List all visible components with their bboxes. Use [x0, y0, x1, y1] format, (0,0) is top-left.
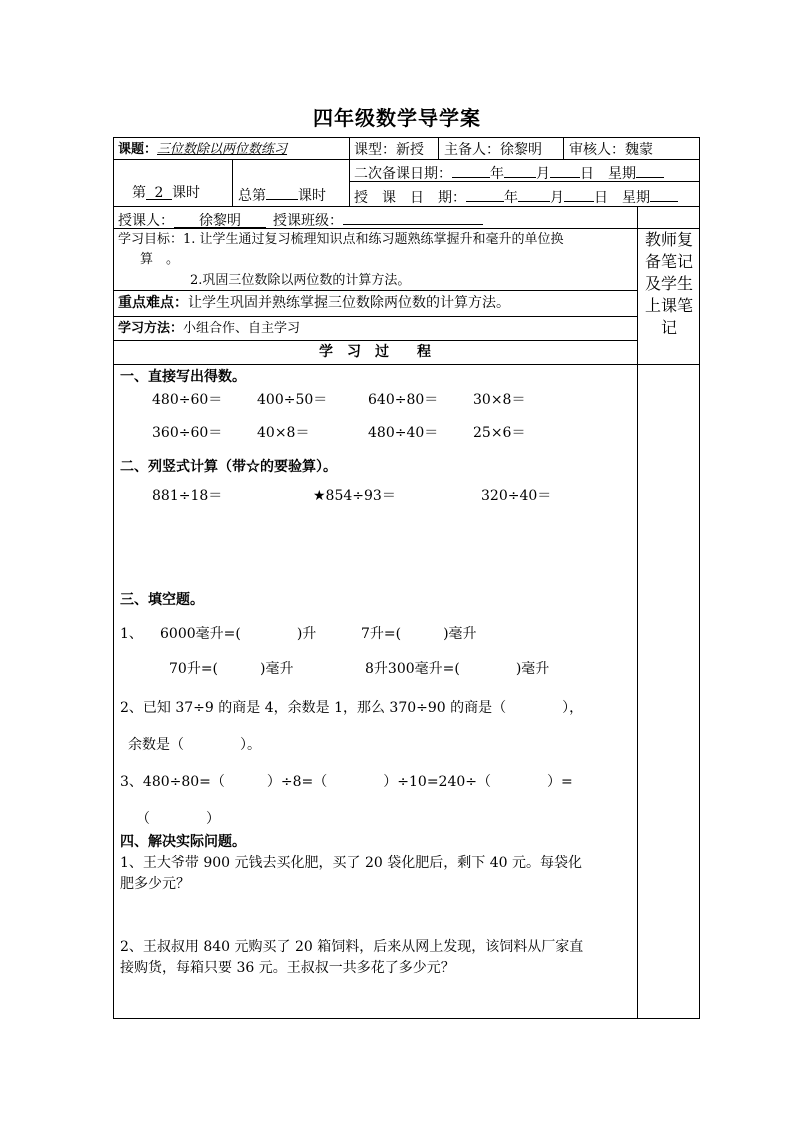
- col-divider: [563, 137, 564, 159]
- second-prep-date: [354, 162, 664, 183]
- row-divider: [113, 159, 700, 160]
- class-blank: [343, 209, 483, 225]
- side-note-line: 备笔记: [644, 252, 693, 271]
- teacher-row: [118, 209, 483, 230]
- fill-blank-item: 6000毫升=( )升: [160, 626, 317, 642]
- topic-label: [118, 141, 287, 159]
- page-title: 四年级数学导学案: [313, 106, 481, 130]
- method-row: [118, 320, 300, 338]
- side-note-line: 记: [660, 318, 677, 337]
- total-blank: [266, 184, 298, 200]
- lesson-num: 2: [146, 184, 172, 200]
- preparer: 主备人：徐黎明: [444, 142, 542, 158]
- month-label: 月: [550, 190, 564, 206]
- teach-date-label: 授 课 日 期：: [354, 190, 466, 206]
- calc-item: 400÷50＝: [257, 392, 328, 408]
- goals-line1: [118, 231, 564, 249]
- fill-question-2: 2、已知 37÷9 的商是 4，余数是 1，那么 370÷90 的商是（ ），: [120, 700, 584, 716]
- day-blank: [564, 186, 594, 202]
- topic-value: 三位数除以两位数练习: [157, 142, 288, 157]
- year-blank: [466, 186, 504, 202]
- day-label: 日: [580, 166, 594, 182]
- vertical-calc-item: ★854÷93＝: [313, 488, 396, 504]
- day-label: 日: [594, 190, 608, 206]
- word-problem-1-cont: 肥多少元？: [120, 876, 190, 892]
- fill-question-3-cont: （ ）: [136, 811, 220, 827]
- teacher-name: 徐黎明: [174, 212, 266, 228]
- second-prep-label: 二次备课日期：: [354, 166, 452, 182]
- week-blank: [636, 162, 664, 178]
- reviewer: 审核人：魏蒙: [569, 142, 653, 158]
- calc-item: 360÷60＝: [152, 425, 223, 441]
- fill-blank-item: 7升=( )毫升: [361, 626, 477, 642]
- week-label: 星期: [622, 190, 650, 206]
- lesson-suffix: 课时: [172, 185, 200, 201]
- year-blank: [452, 162, 490, 178]
- week-label: 星期: [608, 166, 636, 182]
- vertical-calc-item: 881÷18＝: [152, 488, 223, 504]
- calc-item: 480÷60＝: [152, 392, 223, 408]
- worksheet-table: [113, 137, 700, 1019]
- side-note-line: 及学生: [644, 274, 693, 293]
- total-lessons: [238, 184, 326, 205]
- total-suffix: 课时: [298, 188, 326, 204]
- year-label: 年: [490, 166, 504, 182]
- fill-blank-item: 8升300毫升=( )毫升: [365, 661, 550, 677]
- topic-label-text: 课题：: [118, 142, 158, 157]
- week-blank: [650, 186, 678, 202]
- fill-question-2-cont: 余数是（ ）。: [128, 737, 261, 753]
- goals-label: 学习目标：: [118, 232, 184, 247]
- calc-item: 640÷80＝: [368, 392, 439, 408]
- goals-text-1: 1. 让学生通过复习梳理知识点和练习题熟练掌握升和毫升的单位换: [183, 232, 564, 247]
- lesson-number: [132, 184, 200, 202]
- side-note: [638, 229, 700, 339]
- goals-line1b: 算 。: [140, 252, 180, 267]
- row-divider: [113, 340, 637, 341]
- month-blank: [518, 186, 550, 202]
- method-label: 学习方法：: [118, 321, 184, 336]
- class-label: 授课班级：: [273, 213, 343, 229]
- row-divider: [113, 316, 637, 317]
- calc-item: 30×8＝: [473, 392, 526, 408]
- process-header: 学 习 过 程: [319, 344, 431, 360]
- calc-item: 480÷40＝: [368, 425, 439, 441]
- row-divider: [113, 364, 700, 365]
- row-divider: [113, 290, 637, 291]
- focus-label: 重点难点：: [118, 295, 188, 311]
- total-prefix: 总第: [238, 188, 266, 204]
- word-problem-2-cont: 接购货，每箱只要 36 元。王叔叔一共多花了多少元？: [120, 960, 455, 976]
- section3-title: 三、填空题。: [120, 592, 204, 608]
- teacher-label: 授课人：: [118, 213, 174, 229]
- day-blank: [550, 162, 580, 178]
- section4-title: 四、解决实际问题。: [120, 834, 246, 850]
- lesson-type: 课型：新授: [354, 142, 424, 158]
- word-problem-1: 1、王大爷带 900 元钱去买化肥，买了 20 袋化肥后，剩下 40 元。每袋化: [120, 855, 582, 871]
- month-blank: [504, 162, 536, 178]
- year-label: 年: [504, 190, 518, 206]
- fill-question-number: 1、: [120, 626, 143, 642]
- month-label: 月: [536, 166, 550, 182]
- calc-item: 40×8＝: [257, 425, 310, 441]
- section1-title: 一、直接写出得数。: [120, 369, 246, 385]
- col-divider: [438, 137, 439, 159]
- focus-text: 让学生巩固并熟练掌握三位数除两位数的计算方法。: [188, 295, 510, 311]
- lesson-prefix: 第: [132, 185, 146, 201]
- word-problem-2: 2、王叔叔用 840 元购买了 20 箱饲料，后来从网上发现，该饲料从厂家直: [120, 939, 584, 955]
- teach-date: [354, 186, 678, 207]
- calc-item: 25×6＝: [473, 425, 526, 441]
- col-divider: [232, 159, 233, 206]
- col-divider: [349, 137, 350, 206]
- fill-blank-item: 70升=( )毫升: [169, 661, 294, 677]
- method-text: 小组合作、自主学习: [183, 321, 301, 336]
- side-note-line: 教师复: [644, 230, 693, 249]
- section2-title: 二、列竖式计算（带☆的要验算）。: [120, 459, 337, 475]
- vertical-calc-item: 320÷40＝: [481, 488, 552, 504]
- focus-row: [118, 294, 510, 312]
- side-note-line: 上课笔: [644, 296, 693, 315]
- fill-question-3: 3、480÷80=（ ）÷8=（ ）÷10=240÷（ ）=: [120, 774, 573, 790]
- goals-line2: 2.巩固三位数除以两位数的计算方法。: [190, 273, 411, 288]
